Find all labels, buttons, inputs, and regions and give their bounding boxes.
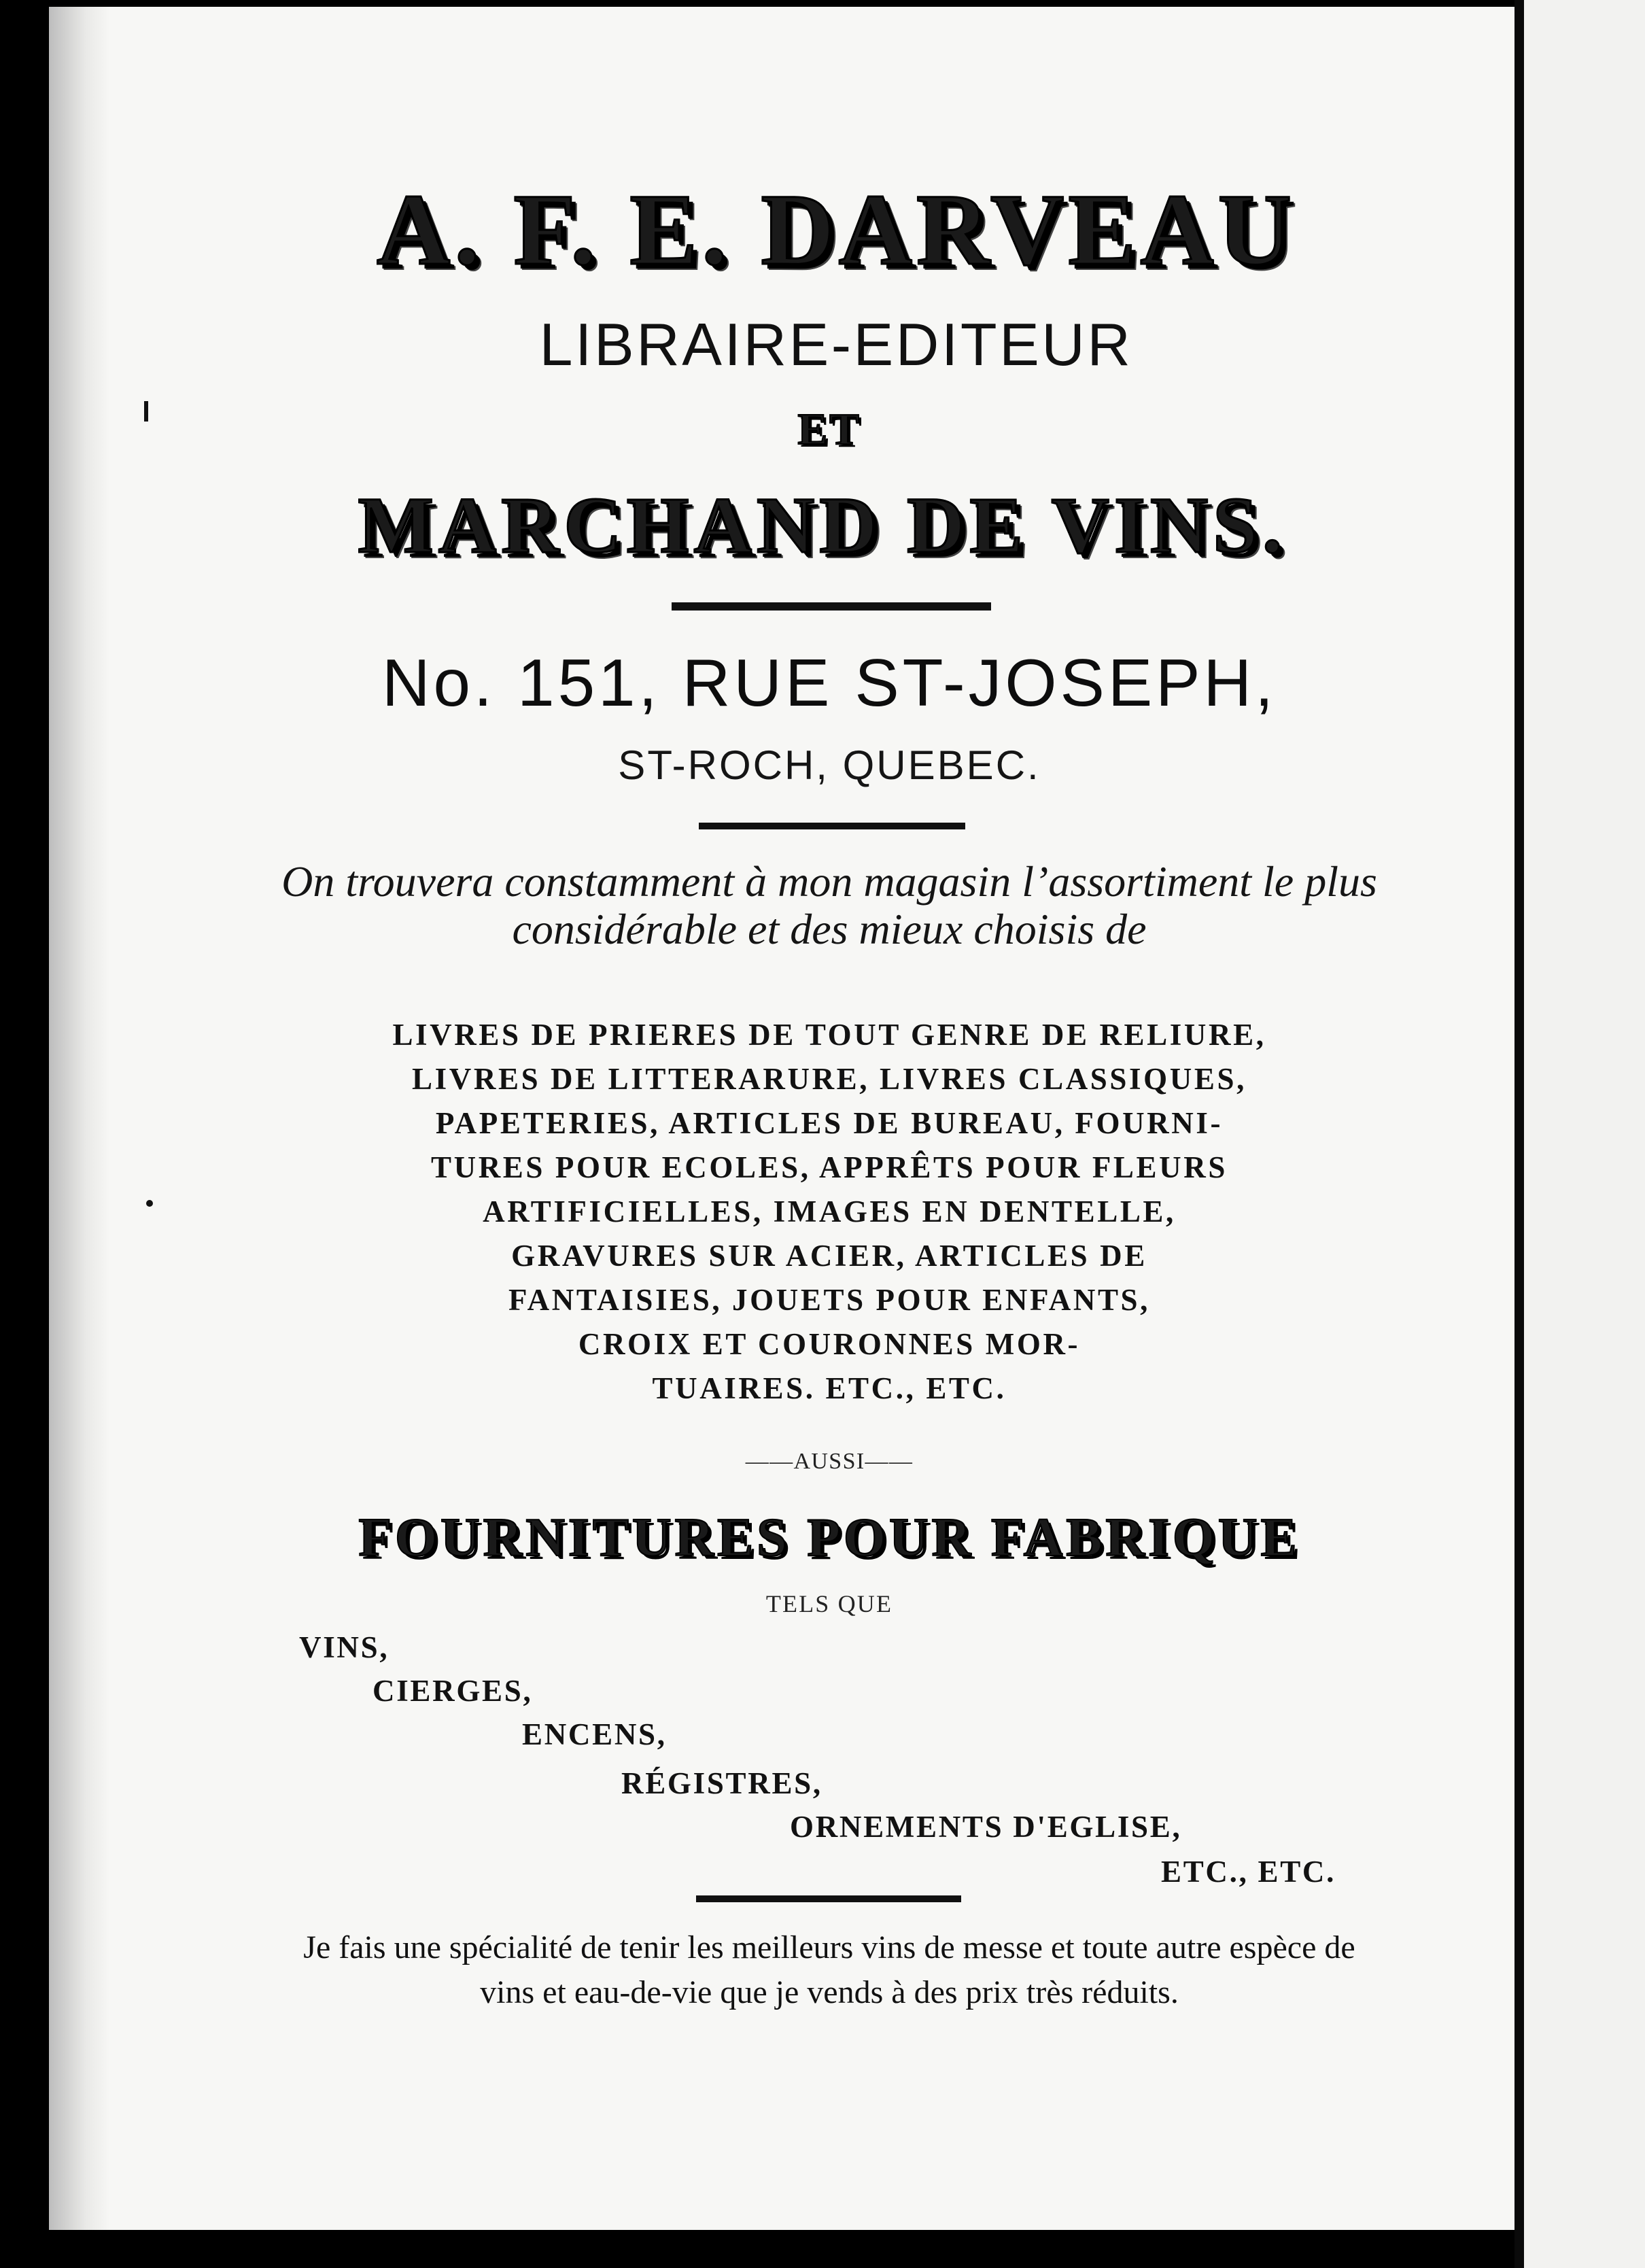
stock-line: PAPETERIES, ARTICLES DE BUREAU, FOURNI- (435, 1106, 1224, 1140)
closing-statement (285, 1925, 1373, 2015)
stock-line: GRAVURES SUR ACIER, ARTICLES DE (511, 1239, 1147, 1273)
divider (699, 823, 965, 829)
occupation: LIBRAIRE-EDITEUR (539, 311, 1133, 378)
divider (696, 1895, 961, 1902)
stock-line: TUAIRES. ETC., ETC. (652, 1371, 1007, 1405)
wine-merchant-title: MARCHAND DE VINS. (358, 481, 1287, 570)
supply-item: CIERGES, (373, 1674, 533, 1708)
stock-list (272, 1013, 1387, 1411)
also-separator: ——AUSSI—— (745, 1449, 914, 1474)
divider (672, 602, 991, 611)
adjacent-page-edge (1514, 0, 1645, 2268)
margin-dot (146, 1200, 153, 1207)
street-address: No. 151, RUE ST-JOSEPH, (381, 645, 1277, 720)
stock-line: LIVRES DE PRIERES DE TOUT GENRE DE RELIURE, (392, 1018, 1266, 1052)
stock-line: CROIX ET COURONNES MOR- (578, 1327, 1081, 1361)
city-address: ST-ROCH, QUEBEC. (618, 742, 1041, 788)
margin-mark (144, 401, 148, 422)
supply-item: ENCENS, (522, 1717, 667, 1751)
stock-line: TURES POUR ECOLES, APPRÊTS POUR FLEURS (431, 1150, 1228, 1184)
supplies-heading: FOURNITURES POUR FABRIQUE (358, 1508, 1300, 1568)
closing-text: Je fais une spécialité de tenir les meilleurs vins de messe et toute autre espèce de vins et eau-de-vie que je vends à des prix très réduits. (303, 1929, 1355, 2010)
supply-item: RÉGISTRES, (621, 1766, 822, 1800)
conjunction: ET (797, 405, 861, 454)
such-as-label: TELS QUE (765, 1590, 893, 1617)
stock-line: FANTAISIES, JOUETS POUR ENFANTS, (508, 1283, 1151, 1317)
merchant-name: A. F. E. DARVEAU (377, 173, 1296, 286)
stock-line: ARTIFICIELLES, IMAGES EN DENTELLE, (483, 1195, 1176, 1228)
page-edge-shadow (49, 7, 110, 2230)
supply-item: ORNEMENTS D'EGLISE, (790, 1810, 1182, 1844)
supply-item: ETC., ETC. (1161, 1855, 1336, 1889)
supply-item: VINS, (299, 1630, 389, 1664)
stock-line: LIVRES DE LITTERARURE, LIVRES CLASSIQUES, (412, 1062, 1247, 1096)
intro-paragraph: On trouvera constamment à mon magasin l’assortiment le plus considérable et des mieux choisis de (281, 857, 1377, 953)
